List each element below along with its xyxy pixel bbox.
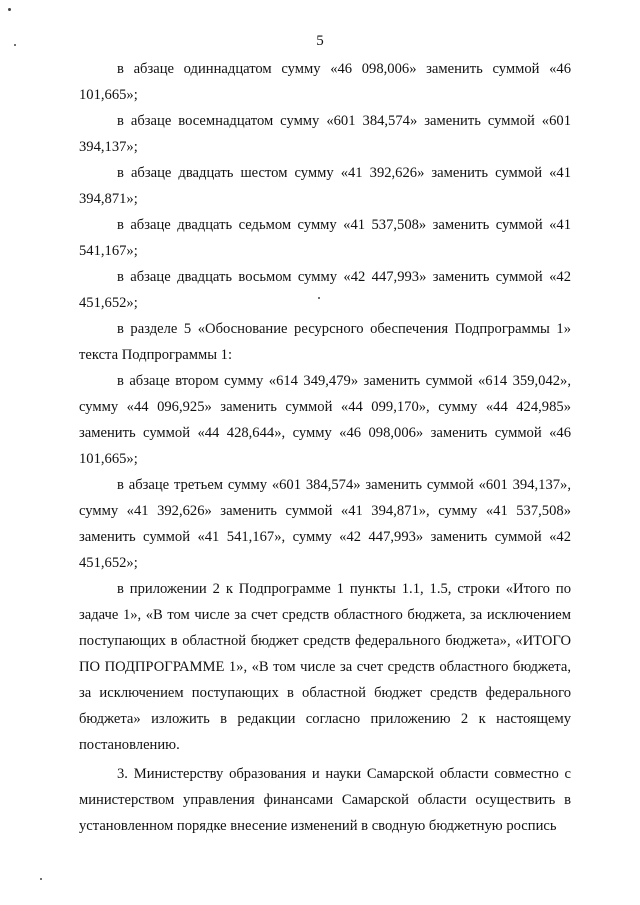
paragraph: в абзаце восемнадцатом сумму «601 384,574» заменить суммой «601 394,137»; [79, 113, 571, 155]
paragraph: в абзаце двадцать седьмом сумму «41 537,508» заменить суммой «41 541,167»; [79, 217, 571, 259]
paragraph: в абзаце одиннадцатом сумму «46 098,006» заменить суммой «46 101,665»; [79, 61, 571, 103]
paragraph: в абзаце двадцать шестом сумму «41 392,626» заменить суммой «41 394,871»; [79, 165, 571, 207]
page-number: 5 [316, 33, 324, 49]
paragraph: в абзаце третьем сумму «601 384,574» заменить суммой «601 394,137», сумму «41 392,626» заменить суммой «41 394,871», сумму «41 537,508» заменить суммой «41 541,167», сумму «42 447,993» заменить суммой «42 451,652»; [79, 477, 571, 571]
paragraph: в разделе 5 «Обоснование ресурсного обеспечения Подпрограммы 1» текста Подпрограммы 1: [79, 321, 571, 363]
paragraph: в абзаце двадцать восьмом сумму «42 447,993» заменить суммой «42 451,652»; [79, 269, 571, 311]
paragraph: в абзаце втором сумму «614 349,479» заменить суммой «614 359,042», сумму «44 096,925» заменить суммой «44 099,170», сумму «44 424,985» заменить суммой «44 428,644», сумму «46 098,006» заменить суммой «46 101,665»; [79, 373, 571, 467]
scan-speck [8, 8, 11, 11]
document-body [79, 56, 571, 839]
scan-speck [40, 878, 42, 880]
paragraph: в приложении 2 к Подпрограмме 1 пункты 1.1, 1.5, строки «Итого по задаче 1», «В том числе за счет средств областного бюджета, за исключением поступающих в областной бюджет средств федерального бюджета», «ИТОГО ПО ПОДПРОГРАММЕ 1», «В том числе за счет средств областного бюджета, за исключением поступающих в областной бюджет средств федерального бюджета» изложить в редакции согласно приложению 2 к настоящему постановлению. [79, 581, 571, 753]
paragraph: 3. Министерству образования и науки Самарской области совместно с министерством управления финансами Самарской области осуществить в установленном порядке внесение изменений в сводную бюджетную роспись [79, 766, 571, 834]
